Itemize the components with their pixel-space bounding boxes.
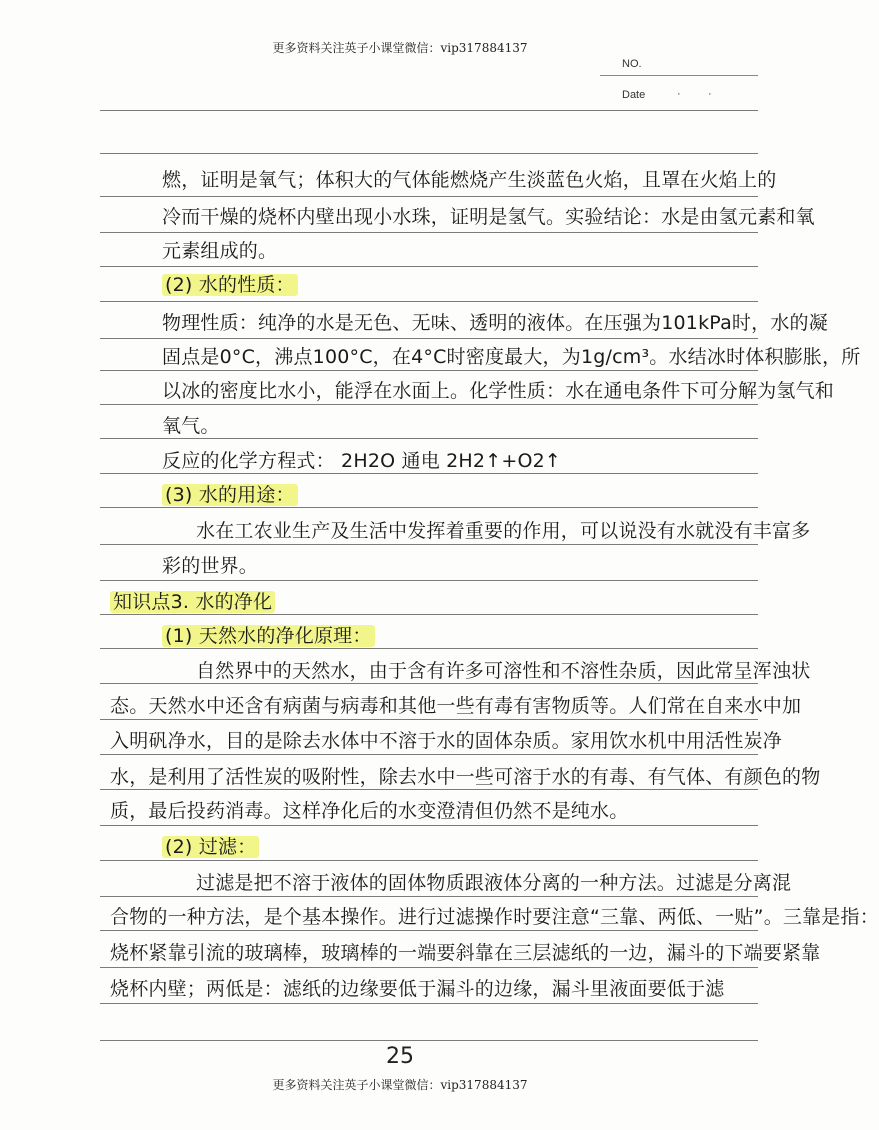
highlighted-heading: (1) 天然水的净化原理： xyxy=(162,625,375,647)
date-dot: · xyxy=(708,88,712,100)
text-line: 水，是利用了活性炭的吸附性，除去水中一些可溶于水的有毒、有气体、有颜色的物 xyxy=(110,766,821,788)
ruled-line xyxy=(100,580,758,581)
no-rule xyxy=(600,75,758,76)
ruled-line xyxy=(100,232,758,233)
highlighted-heading: (2) 水的性质： xyxy=(162,274,298,296)
ruled-line xyxy=(100,1003,758,1004)
highlighted-heading: (2) 过滤： xyxy=(162,836,259,858)
text-line: 氧气。 xyxy=(162,415,220,437)
date-label: Date xyxy=(622,89,646,101)
topic-heading xyxy=(110,588,758,616)
highlighted-heading: (3) 水的用途： xyxy=(162,484,298,506)
text-line: 质，最后投药消毒。这样净化后的水变澄清但仍然不是纯水。 xyxy=(110,800,629,822)
text-line: 烧杯紧靠引流的玻璃棒，玻璃棒的一端要斜靠在三层滤纸的一边，漏斗的下端要紧靠 xyxy=(110,942,821,964)
text-line: 入明矾净水，目的是除去水体中不溶于水的固体杂质。家用饮水机中用活性炭净 xyxy=(110,730,783,752)
text-line: 固点是0°C，沸点100°C，在4°C时密度最大，为1g/cm³。水结冰时体积膨胀，所 xyxy=(162,346,861,368)
footer-watermark: 更多资料关注英子小课堂微信：vip317884137 xyxy=(272,1078,528,1092)
section-heading xyxy=(162,481,758,509)
text-line: 态。天然水中还含有病菌与病毒和其他一些有毒有害物质等。人们常在自来水中加 xyxy=(110,695,802,717)
ruled-line xyxy=(100,266,758,267)
text-line: 彩的世界。 xyxy=(162,555,259,577)
ruled-line xyxy=(100,301,758,302)
highlighted-heading: 知识点3. 水的净化 xyxy=(110,591,275,613)
ruled-line xyxy=(100,338,758,339)
section-heading xyxy=(162,833,758,861)
no-label: NO. xyxy=(622,58,642,70)
page-number: 25 xyxy=(386,1044,414,1069)
text-line: 冷而干燥的烧杯内壁出现小水珠，证明是氢气。实验结论：水是由氢元素和氧 xyxy=(162,206,815,228)
text-line: 合物的一种方法，是个基本操作。进行过滤操作时要注意“三靠、两低、一贴”。三靠是指： xyxy=(110,906,879,928)
text-line: 过滤是把不溶于液体的固体物质跟液体分离的一种方法。过滤是分离混 xyxy=(196,872,792,894)
header-watermark: 更多资料关注英子小课堂微信：vip317884137 xyxy=(272,41,528,55)
ruled-line xyxy=(100,967,758,968)
text-line: 水在工农业生产及生活中发挥着重要的作用，可以说没有水就没有丰富多 xyxy=(196,520,811,542)
ruled-line xyxy=(100,825,758,826)
text-line: 元素组成的。 xyxy=(162,240,278,262)
ruled-line xyxy=(100,196,758,197)
date-dot: · xyxy=(677,88,681,100)
section-heading xyxy=(162,622,758,650)
text-line: 自然界中的天然水，由于含有许多可溶性和不溶性杂质，因此常呈浑浊状 xyxy=(196,660,811,682)
text-line: 烧杯内壁；两低是：滤纸的边缘要低于漏斗的边缘，漏斗里液面要低于滤 xyxy=(110,978,725,1000)
ruled-line xyxy=(100,110,758,111)
text-line: 以冰的密度比水小，能浮在水面上。化学性质：水在通电条件下可分解为氢气和 xyxy=(162,380,835,402)
text-line: 物理性质：纯净的水是无色、无味、透明的液体。在压强为101kPa时，水的凝 xyxy=(162,312,828,334)
equation-line: 反应的化学方程式： 2H2O 通电 2H2↑+O2↑ xyxy=(162,450,562,472)
section-heading xyxy=(162,271,758,299)
text-line: 燃，证明是氧气；体积大的气体能燃烧产生淡蓝色火焰，且罩在火焰上的 xyxy=(162,169,777,191)
ruled-line xyxy=(100,1040,758,1041)
ruled-line xyxy=(100,153,758,154)
